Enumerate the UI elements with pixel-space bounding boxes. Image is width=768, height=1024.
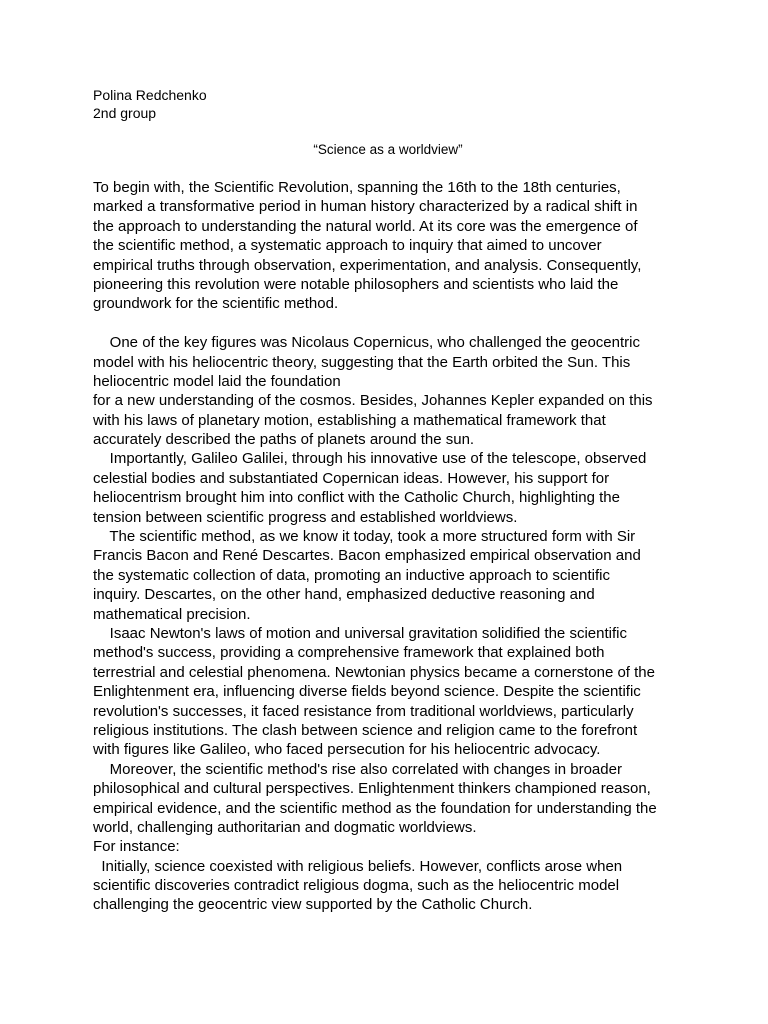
text-line: celestial bodies and substantiated Copernican ideas. However, his support for (93, 469, 610, 487)
text-line: revolution's successes, it faced resistance from traditional worldviews, particularly (93, 702, 634, 720)
text-line: groundwork for the scientific method. (93, 295, 339, 313)
document-page (93, 86, 683, 915)
essay-body (93, 178, 683, 915)
text-line: philosophical and cultural perspectives. Enlightenment thinkers championed reason, (93, 780, 651, 798)
text-line: For instance: (93, 838, 180, 856)
text-line: the scientific method, a systematic approach to inquiry that aimed to uncover (93, 237, 602, 255)
text-line: heliocentric model laid the foundation (93, 372, 341, 390)
text-line: inquiry. Descartes, on the other hand, emphasized deductive reasoning and (93, 586, 595, 604)
text-line: Initially, science coexisted with religious beliefs. However, conflicts arose when (93, 857, 623, 875)
text-line: religious institutions. The clash between science and religion came to the forefront (93, 721, 638, 739)
text-line: challenging the geocentric view supported by the Catholic Church. (93, 896, 533, 914)
text-line: method's success, providing a comprehensive framework that explained both (93, 644, 605, 662)
text-line: mathematical precision. (93, 605, 251, 623)
text-line: world, challenging authoritarian and dogmatic worldviews. (93, 818, 477, 836)
text-line: scientific discoveries contradict religious dogma, such as the heliocentric model (93, 877, 620, 895)
text-line: To begin with, the Scientific Revolution, spanning the 16th to the 18th centuries, (93, 179, 621, 196)
text-line: Francis Bacon and René Descartes. Bacon emphasized empirical observation and (93, 547, 641, 565)
text-line: empirical evidence, and the scientific method as the foundation for understanding the (93, 799, 657, 817)
document-title: “Science as a worldview” (313, 142, 463, 157)
group-label: 2nd group (93, 105, 157, 121)
text-line: heliocentrism brought him into conflict with the Catholic Church, highlighting the (93, 489, 620, 507)
text-line: Moreover, the scientific method's rise also correlated with changes in broader (93, 760, 622, 778)
text-line: One of the key figures was Nicolaus Copernicus, who challenged the geocentric (93, 334, 640, 352)
text-line: accurately described the paths of planets around the sun. (93, 431, 475, 449)
text-line: model with his heliocentric theory, suggesting that the Earth orbited the Sun. This (93, 353, 631, 371)
text-line: with his laws of planetary motion, establishing a mathematical framework that (93, 411, 606, 429)
text-line: with figures like Galileo, who faced persecution for his heliocentric advocacy. (93, 741, 601, 759)
text-line: Isaac Newton's laws of motion and universal gravitation solidified the scientific (93, 624, 627, 642)
text-line: the systematic collection of data, promoting an inductive approach to scientific (93, 566, 610, 584)
text-line: tension between scientific progress and established worldviews. (93, 508, 518, 526)
text-line: pioneering this revolution were notable philosophers and scientists who laid the (93, 275, 619, 293)
text-line: empirical truths through observation, experimentation, and analysis. Consequently, (93, 256, 642, 274)
text-line: Enlightenment era, influencing diverse fields beyond science. Despite the scientific (93, 683, 641, 701)
author-name: Polina Redchenko (93, 87, 207, 103)
text-line: terrestrial and celestial phenomena. Newtonian physics became a cornerstone of the (93, 663, 655, 681)
text-line: the approach to understanding the natural world. At its core was the emergence of (93, 217, 638, 235)
text-line: The scientific method, as we know it today, took a more structured form with Sir (93, 528, 636, 546)
text-line: marked a transformative period in human history characterized by a radical shift in (93, 198, 638, 216)
text-line: for a new understanding of the cosmos. Besides, Johannes Kepler expanded on this (93, 392, 653, 410)
paragraph-gap (93, 314, 683, 333)
text-line: Importantly, Galileo Galilei, through his innovative use of the telescope, observed (93, 450, 647, 468)
